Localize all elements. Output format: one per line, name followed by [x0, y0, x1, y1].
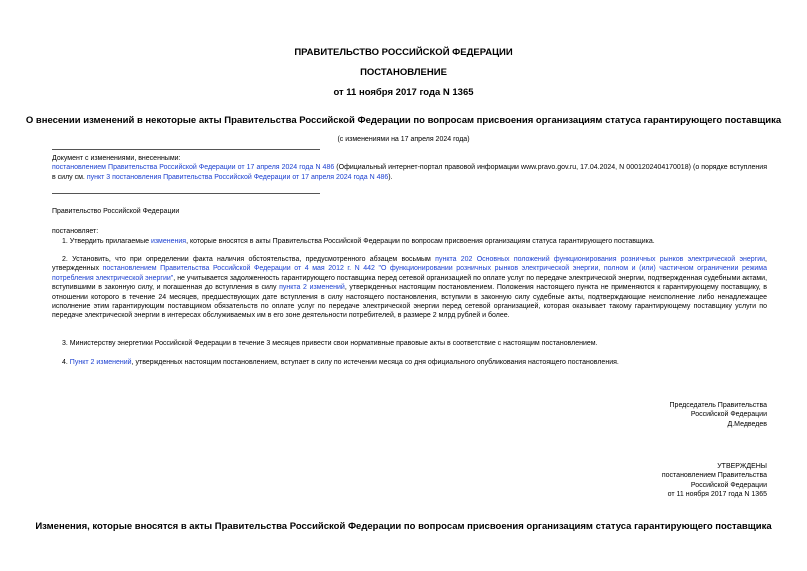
changes-intro: Документ с изменениями, внесенными: [52, 155, 181, 162]
approved-heading: УТВЕРЖДЕНЫ [717, 463, 767, 470]
p4-link-point2[interactable]: Пункт 2 изменений [69, 359, 132, 366]
changes-link-point3[interactable]: пункт 3 постановления Правительства Российской Федерации от 17 апреля 2024 года N 486 [86, 173, 389, 181]
p1-text-b: , которые вносятся в акты Правительства Российской Федерации по вопросам присвоения организациям статуса гарантирующего поставщика. [186, 238, 655, 245]
approved-block [500, 462, 767, 500]
paragraph-2 [52, 255, 767, 321]
p4-text-a: 4. [62, 359, 70, 366]
signature-country: Российской Федерации [690, 411, 767, 419]
changes-link-486[interactable]: постановлением Правительства Российской Федерации от 17 апреля 2024 года N 486 [52, 164, 335, 172]
signature-block [500, 401, 767, 429]
p2-link-point202[interactable]: пункта 202 Основных положений функционирования розничных рынков электрической энергии [435, 256, 766, 263]
doc-type-heading: ПОСТАНОВЛЕНИЕ [360, 67, 447, 78]
p2-link-point2[interactable]: пункта 2 изменений [279, 284, 345, 292]
p2-text-a: 2. Установить, что при определении факта наличия обстоятельства, предусмотренного абзацем восьмым [62, 256, 436, 263]
paragraph-1 [62, 237, 767, 246]
changes-text1: (Официальный интернет-портал правовой информации www.pravo.gov.ru, 17.04.2024, N 0001202404170018) (о порядке вступления в силу см. [52, 164, 767, 181]
p4-text-b: , утвержденных настоящим постановлением, вступает в силу по истечении месяца со дня официального опубликования настоящего постановления. [131, 359, 619, 366]
paragraph-4 [62, 358, 767, 367]
changes-box [52, 154, 767, 182]
p1-text-a: 1. Утвердить прилагаемые [62, 238, 151, 245]
paragraph-3: 3. Министерству энергетики Российской Федерации в течение 3 месяцев привести свои нормативные правовые акты в соответствие с настоящим постановлением. [62, 340, 598, 347]
document-title: О внесении изменений в некоторые акты Правительства Российской Федерации по вопросам присвоения организациям статуса гарантирующего поставщика [25, 115, 782, 126]
approved-date: от 11 ноября 2017 года N 1365 [667, 491, 767, 499]
approved-by: постановлением Правительства [661, 472, 767, 480]
p2-link-resolution442[interactable]: постановлением Правительства Российской Федерации от 4 мая 2012 г. N 442 "О функционировании розничных рынков электрической энергии, полном и (или) частичном ограничении режима потребления электрической энергии" [52, 265, 767, 282]
top-rule [52, 149, 320, 150]
p2-text-d: , утвержденных настоящим постановлением. Положения настоящего пункта не применяются к гарантирующему поставщику, в отношении которого в течение 24 месяцев, предшествующих дате вступления в силу настоящего постановления, вступили в законную силу судебные акты, подтверждающие неисполнение либо ненадлежащее исполнение этим гарантирующим поставщиком обязательств по оплате услуг по передаче электрической энергии перед сетевой организацией, которая оказывает такому гарантирующему поставщику услуги по передаче электрической энергии в интересах обслуживаемых им в его зоне деятельности потребителей, в размере 2 млрд рублей и более. [52, 284, 767, 320]
signature-position: Председатель Правительства [669, 402, 767, 409]
issuer: Правительство Российской Федерации [52, 208, 180, 215]
signature-name: Д.Медведев [727, 420, 767, 428]
p2-text-b: , утвержденных [52, 256, 767, 273]
decides-label: постановляет: [52, 228, 99, 235]
p1-link-changes[interactable]: изменения [150, 238, 187, 245]
approved-country: Российской Федерации [690, 481, 767, 489]
amended-note: (с изменениями на 17 апреля 2024 года) [337, 136, 470, 143]
government-heading: ПРАВИТЕЛЬСТВО РОССИЙСКОЙ ФЕДЕРАЦИИ [294, 47, 513, 58]
annex-title: Изменения, которые вносятся в акты Правительства Российской Федерации по вопросам присвоения организациям статуса гарантирующего поставщика [35, 521, 772, 532]
changes-text2: ). [388, 173, 393, 181]
date-number-heading: от 11 ноября 2017 года N 1365 [333, 87, 474, 98]
p2-text-c: , не учитывается задолженность гарантирующего поставщика перед сетевой организацией по оплате услуг по передаче электрической энергии, подтвержденная судебными актами, вступившими в законную силу, и погашенная до вступления в силу [52, 274, 768, 292]
bottom-rule [52, 193, 320, 194]
